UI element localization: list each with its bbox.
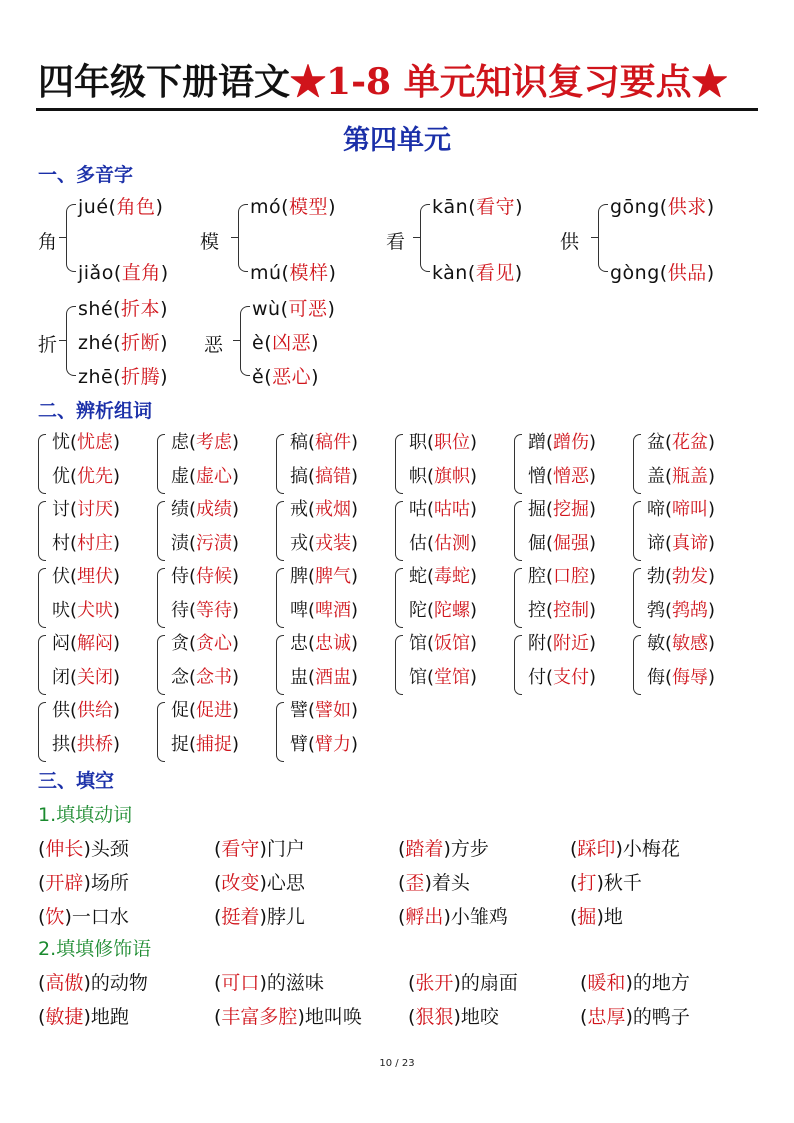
word-line: 忧(忧虑) — [52, 432, 121, 453]
compound-word: 忠诚 — [315, 633, 352, 654]
pinyin-reading: mú(模样) — [250, 262, 337, 284]
word-line: 啼(啼叫) — [647, 499, 716, 520]
compound-word: 控制 — [553, 600, 590, 621]
fill-item: (挺着)脖儿 — [214, 906, 305, 928]
fill-item: (狠狠)地咬 — [408, 1006, 499, 1028]
brace-notch — [233, 340, 240, 341]
compound-word: 花盆 — [672, 432, 709, 453]
brace-icon — [157, 702, 165, 762]
word-line: 馆(饭馆) — [409, 633, 478, 654]
pinyin-reading: kàn(看见) — [432, 262, 523, 284]
word-line: 陀(陀螺) — [409, 600, 478, 621]
compound-word: 忧虑 — [77, 432, 114, 453]
word-line: 吠(犬吠) — [52, 600, 121, 621]
word-line: 虑(考虑) — [171, 432, 240, 453]
word-pair — [514, 562, 632, 630]
brace-icon — [276, 568, 284, 628]
word-line: 谛(真谛) — [647, 533, 716, 554]
word-line: 勃(勃发) — [647, 566, 716, 587]
compound-word: 敏感 — [672, 633, 709, 654]
compound-word: 瓶盖 — [672, 466, 709, 487]
fill-item: (踩印)小梅花 — [570, 838, 680, 860]
example-word: 角色 — [116, 196, 156, 218]
compound-word: 勃发 — [672, 566, 709, 587]
compound-word: 臂力 — [315, 734, 352, 755]
compound-word: 口腔 — [553, 566, 590, 587]
answer-word: 狠狠 — [415, 1006, 454, 1028]
word-pair — [395, 629, 513, 697]
example-word: 看见 — [475, 262, 515, 284]
word-pair — [276, 629, 394, 697]
compound-word: 蹭伤 — [553, 432, 590, 453]
word-line: 馆(堂馆) — [409, 667, 478, 688]
word-line: 鹁(鹁鸪) — [647, 600, 716, 621]
polyphone-group — [386, 192, 576, 302]
word-line: 职(职位) — [409, 432, 478, 453]
brace-notch — [59, 340, 66, 341]
word-line: 伏(埋伏) — [52, 566, 121, 587]
compound-word: 毒蛇 — [434, 566, 471, 587]
word-line: 憎(憎恶) — [528, 466, 597, 487]
word-pair — [514, 495, 632, 563]
polyphone-char: 恶 — [204, 334, 224, 356]
compound-word: 堂馆 — [434, 667, 471, 688]
answer-word: 高傲 — [45, 972, 84, 994]
compound-word: 啼叫 — [672, 499, 709, 520]
brace-icon — [633, 501, 641, 561]
page-number: 10 / 23 — [379, 1058, 415, 1069]
word-line: 渍(污渍) — [171, 533, 240, 554]
subheading-modifiers: 2.填填修饰语 — [38, 938, 152, 960]
word-pair — [514, 428, 632, 496]
brace-icon — [633, 568, 641, 628]
answer-word: 伸长 — [45, 838, 84, 860]
word-line: 稿(稿件) — [290, 432, 359, 453]
word-line: 待(等待) — [171, 600, 240, 621]
fill-item: (踏着)方步 — [398, 838, 489, 860]
fill-item: (张开)的扇面 — [408, 972, 518, 994]
answer-word: 改变 — [221, 872, 260, 894]
example-word: 模型 — [289, 196, 329, 218]
brace-notch — [591, 237, 598, 238]
compound-word: 附近 — [553, 633, 590, 654]
compound-word: 侍候 — [196, 566, 233, 587]
brace-icon — [514, 501, 522, 561]
compound-word: 憎恶 — [553, 466, 590, 487]
word-pair — [633, 562, 751, 630]
word-line: 贪(贪心) — [171, 633, 240, 654]
answer-word: 挺着 — [221, 906, 260, 928]
compound-word: 陀螺 — [434, 600, 471, 621]
fill-item: (孵出)小雏鸡 — [398, 906, 508, 928]
compound-word: 侮辱 — [672, 667, 709, 688]
word-line: 帜(旗帜) — [409, 466, 478, 487]
example-word: 直角 — [121, 262, 161, 284]
word-line: 敏(敏感) — [647, 633, 716, 654]
word-pair — [157, 428, 275, 496]
brace-icon — [38, 501, 46, 561]
fill-item: (暖和)的地方 — [580, 972, 690, 994]
pinyin-reading: è(凶恶) — [252, 332, 320, 354]
fill-item: (改变)心思 — [214, 872, 305, 894]
example-word: 看守 — [476, 196, 516, 218]
pinyin-reading: jué(角色) — [78, 196, 164, 218]
answer-word: 打 — [577, 872, 597, 894]
word-pair — [276, 428, 394, 496]
unit-heading: 第四单元 — [343, 125, 451, 156]
brace-icon — [66, 204, 76, 272]
word-line: 侍(侍候) — [171, 566, 240, 587]
answer-word: 饮 — [45, 906, 65, 928]
word-pair — [276, 562, 394, 630]
word-line: 虚(虚心) — [171, 466, 240, 487]
compound-word: 讨厌 — [77, 499, 114, 520]
word-pair — [514, 629, 632, 697]
fill-item: (忠厚)的鸭子 — [580, 1006, 690, 1028]
brace-icon — [395, 568, 403, 628]
word-line: 掘(挖掘) — [528, 499, 597, 520]
answer-word: 踏着 — [405, 838, 444, 860]
fill-item: (歪)着头 — [398, 872, 470, 894]
compound-word: 真谛 — [672, 533, 709, 554]
section-heading-polyphones: 一、多音字 — [38, 164, 134, 186]
word-line: 倔(倔强) — [528, 533, 597, 554]
polyphone-group — [204, 294, 394, 404]
word-pair — [276, 696, 394, 764]
brace-icon — [276, 434, 284, 494]
brace-icon — [633, 635, 641, 695]
word-line: 促(促进) — [171, 700, 240, 721]
word-line: 戒(戒烟) — [290, 499, 359, 520]
word-pair — [38, 629, 156, 697]
compound-word: 捕捉 — [196, 734, 233, 755]
word-pair — [395, 562, 513, 630]
answer-word: 开辟 — [45, 872, 84, 894]
compound-word: 鹁鸪 — [672, 600, 709, 621]
word-pair — [633, 428, 751, 496]
fill-item: (丰富多腔)地叫唤 — [214, 1006, 362, 1028]
word-line: 控(控制) — [528, 600, 597, 621]
compound-word: 挖掘 — [553, 499, 590, 520]
example-word: 恶心 — [272, 366, 312, 388]
pinyin-reading: jiǎo(直角) — [78, 262, 169, 284]
title-divider — [36, 108, 758, 111]
polyphone-group — [560, 192, 750, 302]
answer-word: 忠厚 — [587, 1006, 626, 1028]
brace-notch — [231, 237, 238, 238]
compound-word: 埋伏 — [77, 566, 114, 587]
fill-item: (掘)地 — [570, 906, 623, 928]
word-line: 捉(捕捉) — [171, 734, 240, 755]
compound-word: 估测 — [434, 533, 471, 554]
polyphone-char: 折 — [38, 334, 58, 356]
compound-word: 村庄 — [77, 533, 114, 554]
word-line: 付(支付) — [528, 667, 597, 688]
compound-word: 成绩 — [196, 499, 233, 520]
word-pair — [38, 495, 156, 563]
word-line: 村(村庄) — [52, 533, 121, 554]
brace-icon — [514, 635, 522, 695]
brace-icon — [238, 204, 248, 272]
word-line: 附(附近) — [528, 633, 597, 654]
compound-word: 促进 — [196, 700, 233, 721]
compound-word: 饭馆 — [434, 633, 471, 654]
pinyin-reading: shé(折本) — [78, 298, 168, 320]
pinyin-reading: zhē(折腾) — [78, 366, 169, 388]
word-pair — [157, 629, 275, 697]
word-line: 盖(瓶盖) — [647, 466, 716, 487]
brace-icon — [514, 568, 522, 628]
example-word: 折断 — [121, 332, 161, 354]
word-line: 臂(臂力) — [290, 734, 359, 755]
compound-word: 戎装 — [315, 533, 352, 554]
polyphone-group — [38, 294, 228, 404]
word-line: 念(念书) — [171, 667, 240, 688]
word-pair — [157, 495, 275, 563]
brace-icon — [38, 434, 46, 494]
answer-word: 暖和 — [587, 972, 626, 994]
word-line: 腔(口腔) — [528, 566, 597, 587]
pinyin-reading: ě(恶心) — [252, 366, 320, 388]
brace-icon — [276, 501, 284, 561]
fill-item: (看守)门户 — [214, 838, 305, 860]
polyphone-group — [200, 192, 390, 302]
word-line: 盆(花盆) — [647, 432, 716, 453]
pinyin-reading: zhé(折断) — [78, 332, 169, 354]
word-pair — [633, 495, 751, 563]
word-pair — [38, 562, 156, 630]
word-pair — [38, 696, 156, 764]
word-line: 忠(忠诚) — [290, 633, 359, 654]
compound-word: 职位 — [434, 432, 471, 453]
compound-word: 虚心 — [196, 466, 233, 487]
example-word: 供品 — [667, 262, 707, 284]
compound-word: 考虑 — [196, 432, 233, 453]
word-line: 啤(啤酒) — [290, 600, 359, 621]
word-pair — [633, 629, 751, 697]
compound-word: 污渍 — [196, 533, 233, 554]
section-heading-distinguish: 二、辨析组词 — [38, 400, 153, 422]
section-heading-fill: 三、填空 — [38, 770, 115, 792]
answer-word: 掘 — [577, 906, 597, 928]
word-line: 侮(侮辱) — [647, 667, 716, 688]
subheading-verbs: 1.填填动词 — [38, 804, 133, 826]
word-line: 蛇(毒蛇) — [409, 566, 478, 587]
word-line: 蹭(蹭伤) — [528, 432, 597, 453]
polyphone-char: 角 — [38, 231, 58, 253]
compound-word: 搞错 — [315, 466, 352, 487]
brace-icon — [38, 702, 46, 762]
compound-word: 咕咕 — [434, 499, 471, 520]
brace-icon — [633, 434, 641, 494]
example-word: 供求 — [667, 196, 707, 218]
brace-icon — [276, 702, 284, 762]
polyphone-char: 供 — [560, 231, 580, 253]
compound-word: 关闭 — [77, 667, 114, 688]
answer-word: 看守 — [221, 838, 260, 860]
brace-icon — [66, 306, 76, 376]
word-line: 估(估测) — [409, 533, 478, 554]
compound-word: 犬吠 — [77, 600, 114, 621]
brace-icon — [157, 434, 165, 494]
brace-icon — [157, 635, 165, 695]
compound-word: 等待 — [196, 600, 233, 621]
brace-icon — [514, 434, 522, 494]
pinyin-reading: mó(模型) — [250, 196, 336, 218]
answer-word: 张开 — [415, 972, 454, 994]
word-line: 讨(讨厌) — [52, 499, 121, 520]
brace-icon — [598, 204, 608, 272]
fill-item: (开辟)场所 — [38, 872, 129, 894]
compound-word: 酒盅 — [315, 667, 352, 688]
word-pair — [157, 562, 275, 630]
fill-item: (可口)的滋味 — [214, 972, 324, 994]
answer-word: 踩印 — [577, 838, 616, 860]
word-line: 优(优先) — [52, 466, 121, 487]
brace-icon — [157, 568, 165, 628]
word-pair — [38, 428, 156, 496]
word-line: 拱(拱桥) — [52, 734, 121, 755]
word-pair — [395, 428, 513, 496]
fill-item: (伸长)头颈 — [38, 838, 129, 860]
answer-word: 丰富多腔 — [221, 1006, 298, 1028]
fill-item: (高傲)的动物 — [38, 972, 148, 994]
brace-icon — [395, 635, 403, 695]
brace-icon — [395, 434, 403, 494]
word-line: 闭(关闭) — [52, 667, 121, 688]
polyphone-char: 模 — [200, 231, 220, 253]
fill-item: (打)秋千 — [570, 872, 642, 894]
word-line: 譬(譬如) — [290, 700, 359, 721]
example-word: 凶恶 — [272, 332, 312, 354]
word-line: 闷(解闷) — [52, 633, 121, 654]
compound-word: 支付 — [553, 667, 590, 688]
brace-icon — [420, 204, 430, 272]
pinyin-reading: wù(可恶) — [252, 298, 336, 320]
compound-word: 倔强 — [553, 533, 590, 554]
example-word: 模样 — [289, 262, 329, 284]
word-line: 咕(咕咕) — [409, 499, 478, 520]
word-line: 脾(脾气) — [290, 566, 359, 587]
compound-word: 拱桥 — [77, 734, 114, 755]
word-line: 搞(搞错) — [290, 466, 359, 487]
compound-word: 稿件 — [315, 432, 352, 453]
compound-word: 贪心 — [196, 633, 233, 654]
compound-word: 旗帜 — [434, 466, 471, 487]
compound-word: 啤酒 — [315, 600, 352, 621]
pinyin-reading: gòng(供品) — [610, 262, 715, 284]
pinyin-reading: kān(看守) — [432, 196, 524, 218]
brace-notch — [59, 237, 66, 238]
compound-word: 脾气 — [315, 566, 352, 587]
word-line: 供(供给) — [52, 700, 121, 721]
brace-icon — [157, 501, 165, 561]
example-word: 折本 — [121, 298, 161, 320]
word-pair — [395, 495, 513, 563]
fill-item: (敏捷)地跑 — [38, 1006, 129, 1028]
word-line: 绩(成绩) — [171, 499, 240, 520]
pinyin-reading: gōng(供求) — [610, 196, 715, 218]
example-word: 折腾 — [121, 366, 161, 388]
example-word: 可恶 — [288, 298, 328, 320]
compound-word: 念书 — [196, 667, 233, 688]
compound-word: 解闷 — [77, 633, 114, 654]
page-title: 四年级下册语文★1-8 单元知识复习要点★ — [38, 61, 728, 103]
word-line: 戎(戎装) — [290, 533, 359, 554]
polyphone-char: 看 — [386, 231, 406, 253]
word-pair — [276, 495, 394, 563]
compound-word: 戒烟 — [315, 499, 352, 520]
brace-icon — [38, 568, 46, 628]
word-line: 盅(酒盅) — [290, 667, 359, 688]
compound-word: 供给 — [77, 700, 114, 721]
compound-word: 优先 — [77, 466, 114, 487]
answer-word: 孵出 — [405, 906, 444, 928]
brace-icon — [276, 635, 284, 695]
compound-word: 譬如 — [315, 700, 352, 721]
answer-word: 敏捷 — [45, 1006, 84, 1028]
brace-icon — [38, 635, 46, 695]
answer-word: 可口 — [221, 972, 260, 994]
word-pair — [157, 696, 275, 764]
fill-item: (饮)一口水 — [38, 906, 129, 928]
brace-notch — [413, 237, 420, 238]
answer-word: 歪 — [405, 872, 425, 894]
brace-icon — [395, 501, 403, 561]
brace-icon — [240, 306, 250, 376]
